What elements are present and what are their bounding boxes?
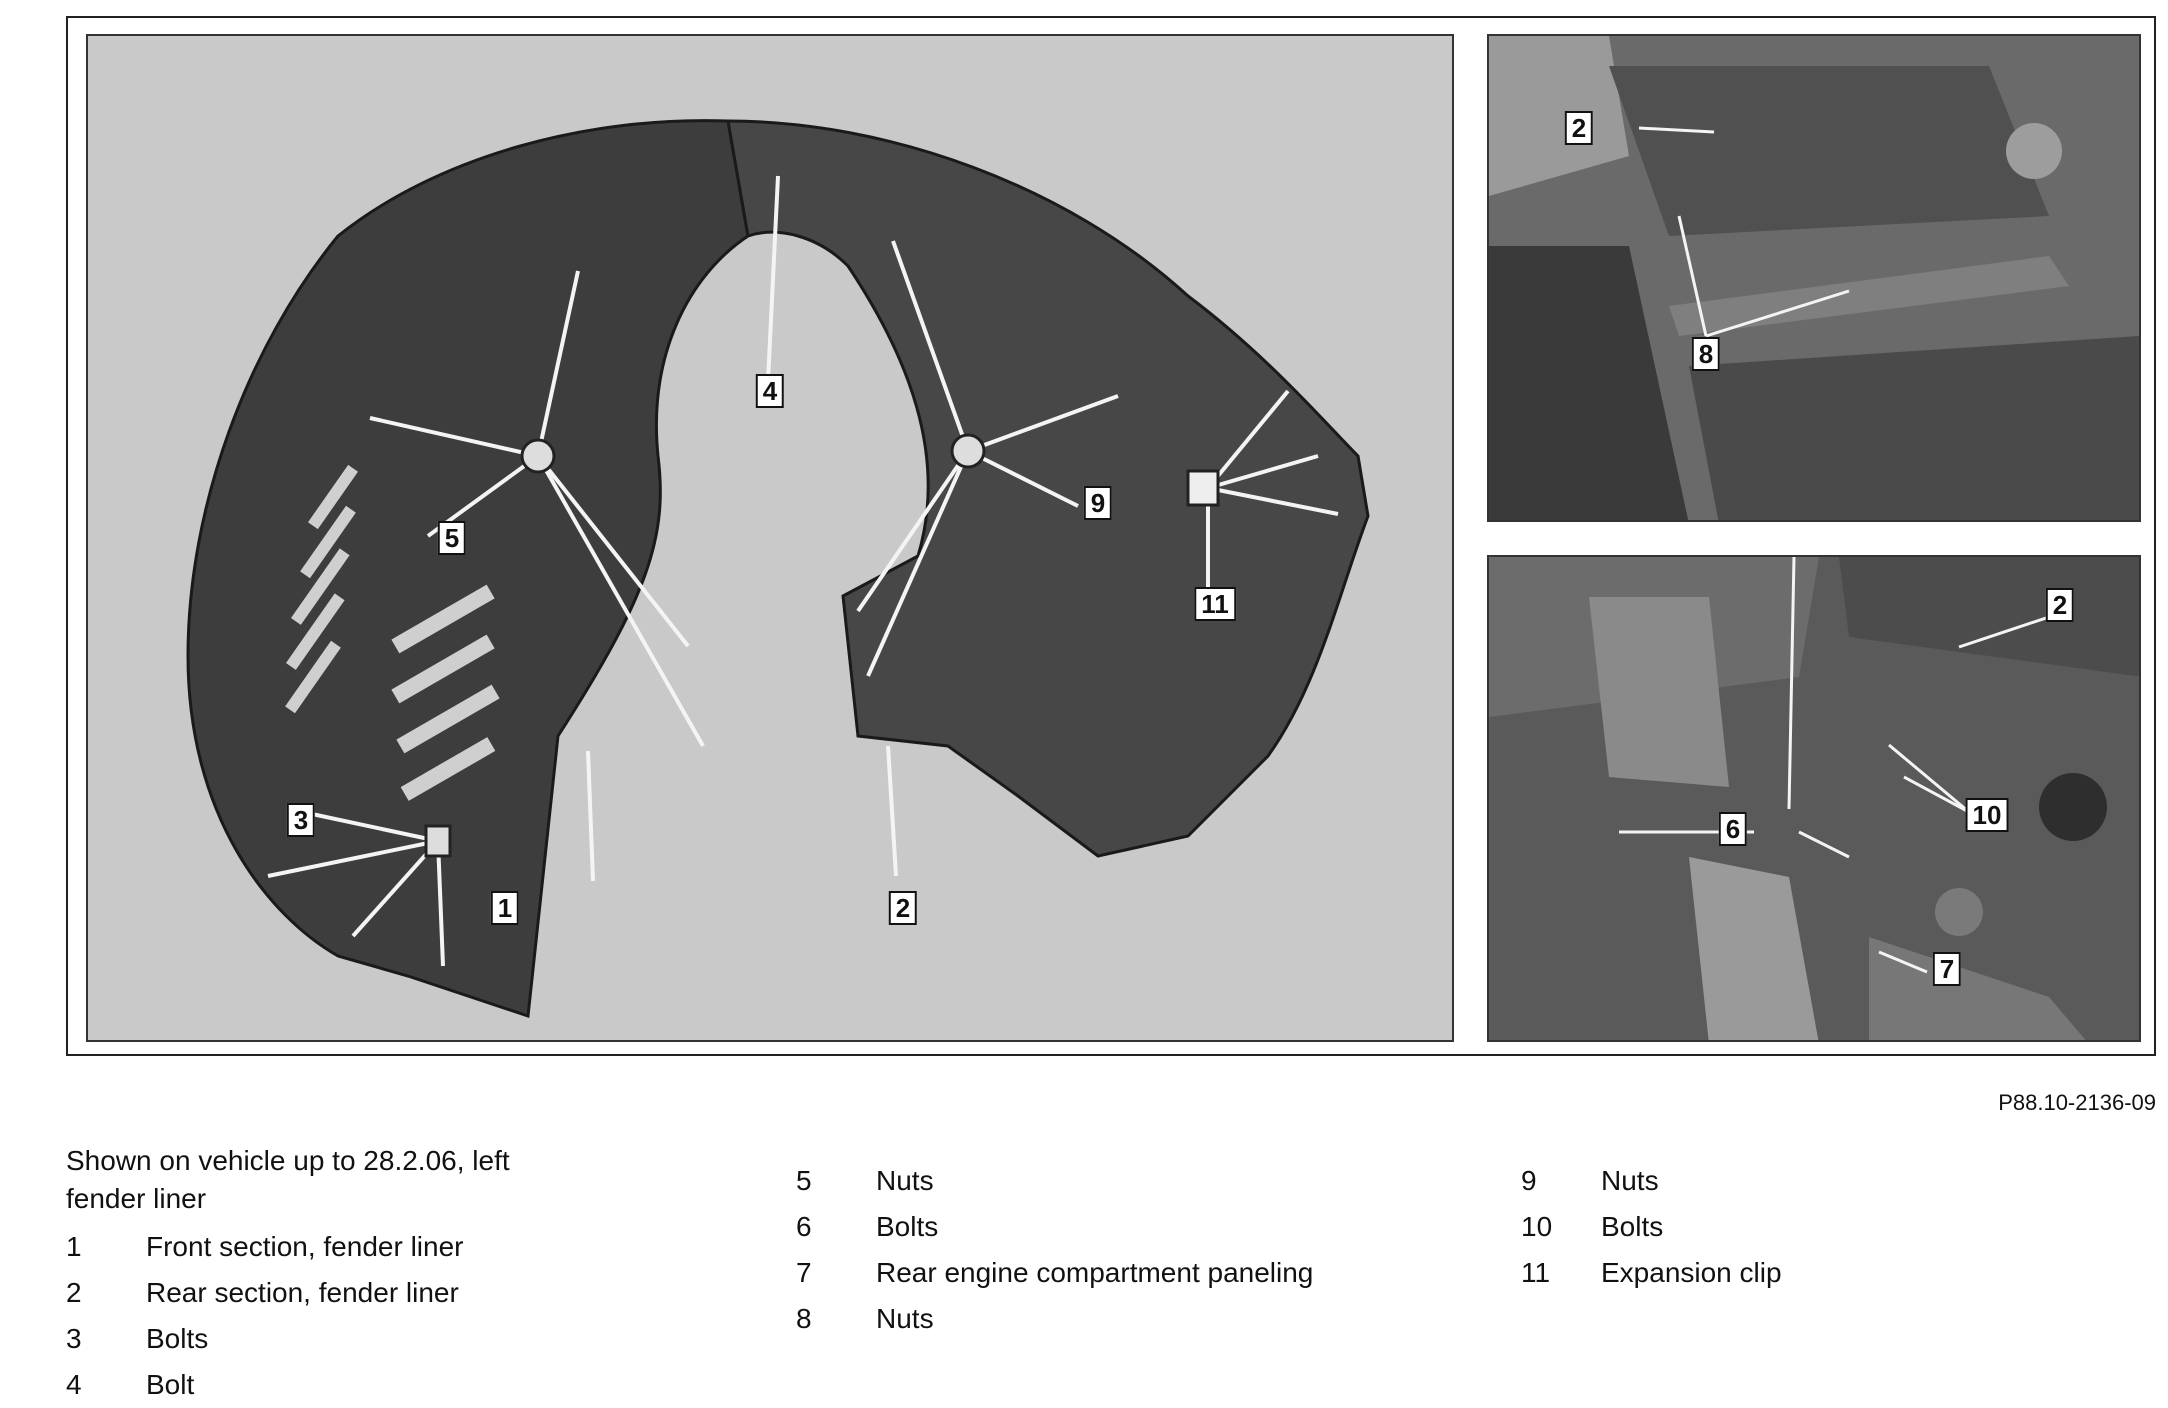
legend-row [1521,1158,1782,1204]
legend-row [796,1204,1313,1250]
bottom-callout-2: 2 [2046,588,2074,622]
legend-label: Bolts [146,1323,209,1354]
legend-label: Bolts [1601,1211,1664,1242]
front-section-shape [188,121,748,1016]
bottom-callout-7: 7 [1933,952,1961,986]
callout-3: 3 [287,803,315,837]
fender-liner-illustration [86,34,1454,1042]
bottom-photo [1487,555,2141,1042]
legend-number: 3 [66,1323,82,1354]
legend-column-1 [66,1142,586,1408]
legend-label: Nuts [876,1165,934,1196]
rear-section-shape [728,121,1368,856]
bottom-callout-10: 10 [1966,798,2009,832]
legend-row [1521,1204,1782,1250]
top-callout-2: 2 [1565,111,1593,145]
legend-row [66,1362,586,1408]
legend-number: 1 [66,1231,82,1262]
legend-row [66,1224,586,1270]
legend-number: 9 [1521,1165,1537,1196]
legend-label: Bolt [146,1369,195,1400]
legend-label: Rear section, fender liner [146,1277,459,1308]
bottom-photo-drawing [1489,557,2141,1042]
legend-row [796,1158,1313,1204]
callout-4: 4 [756,374,784,408]
legend-number: 7 [796,1257,812,1288]
callout-11: 11 [1194,587,1236,621]
legend-label: Expansion clip [1601,1257,1782,1288]
legend-number: 11 [1521,1257,1551,1288]
legend-row [1521,1250,1782,1296]
legend-number: 5 [796,1165,812,1196]
legend-number: 8 [796,1303,812,1334]
top-callout-8: 8 [1692,337,1720,371]
legend-row [796,1250,1313,1296]
legend-label: Bolts [876,1211,939,1242]
legend-label: Nuts [876,1303,934,1334]
legend-row [66,1316,586,1362]
legend-label: Nuts [1601,1165,1659,1196]
callout-9: 9 [1084,486,1112,520]
fender-liner-drawing [88,36,1454,1042]
legend-number: 4 [66,1369,82,1400]
legend-number: 10 [1521,1211,1553,1242]
top-photo [1487,34,2141,522]
figure-code: P88.10-2136-09 [1998,1090,2156,1115]
callout-5: 5 [438,521,466,555]
legend-row [66,1270,586,1316]
legend-column-3 [1521,1158,1782,1296]
callout-1: 1 [491,891,519,925]
top-photo-drawing [1489,36,2141,522]
figure-frame [66,16,2156,1056]
legend-number: 2 [66,1277,82,1308]
legend-row [796,1296,1313,1342]
callout-2: 2 [889,891,917,925]
legend-column-2 [796,1158,1313,1342]
bottom-callout-6: 6 [1719,812,1747,846]
legend-label: Rear engine compartment paneling [876,1257,1314,1288]
legend-intro: Shown on vehicle up to 28.2.06, left fender liner [66,1145,510,1214]
legend-label: Front section, fender liner [146,1231,464,1262]
legend-number: 6 [796,1211,812,1242]
